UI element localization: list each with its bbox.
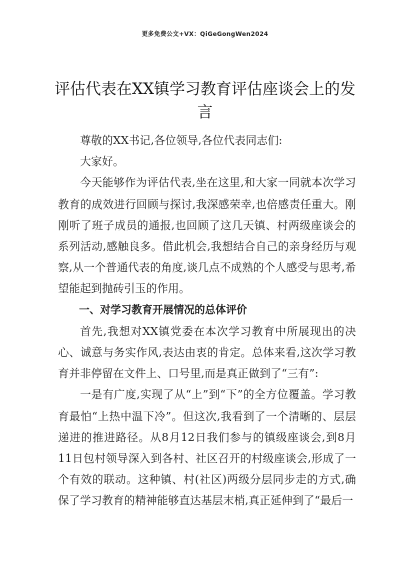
greeting: 大家好。 [80,155,124,169]
body-paragraph: 一是有广度,实现了从“上”到“下”的全方位覆盖。学习教育最怕“上热中温下冷”。但这次,我看到了一个清晰的、层层递进的推进路径。从8月12日我们参与的镇级座谈会,到8月11日包村领导深入到各村、社区召开的村级座谈会,形成了一个有效的联动。这种镇、村(社区)两级分层同步走的方式,确保了学习教育的精神能够直达基层末梢,真正延伸到了“最后一 [58,388,356,508]
document-body [58,130,356,512]
salutation: 尊敬的XX书记,各位领导,各位代表同志们: [80,134,283,147]
header-note: 更多免费公文+VX：QiGeGongWen2024 [141,31,269,38]
section-heading: 一、对学习教育开展情况的总体评价 [79,303,247,316]
document-title: 评估代表在XX镇学习教育评估座谈会上的发言 [54,80,356,121]
body-paragraph: 今天能够作为评估代表,坐在这里,和大家一同就本次学习教育的成效进行回顾与探讨,我深感荣幸,也倍感责任重大。刚刚听了班子成员的通报,也回顾了这几天镇、村两级座谈会的系列活动,感触良多。借此机会,我想结合自己的亲身经历与观察,从一个普通代表的角度,谈几点不成熟的个人感受与思考,希望能起到抛砖引玉的作用。 [58,176,356,296]
body-paragraph: 首先,我想对XX镇党委在本次学习教育中所展现出的决心、诚意与务实作风,表达由衷的肯定。总体来看,这次学习教育并非停留在文件上、口号里,而是真正做到了“三有”: [58,324,356,381]
